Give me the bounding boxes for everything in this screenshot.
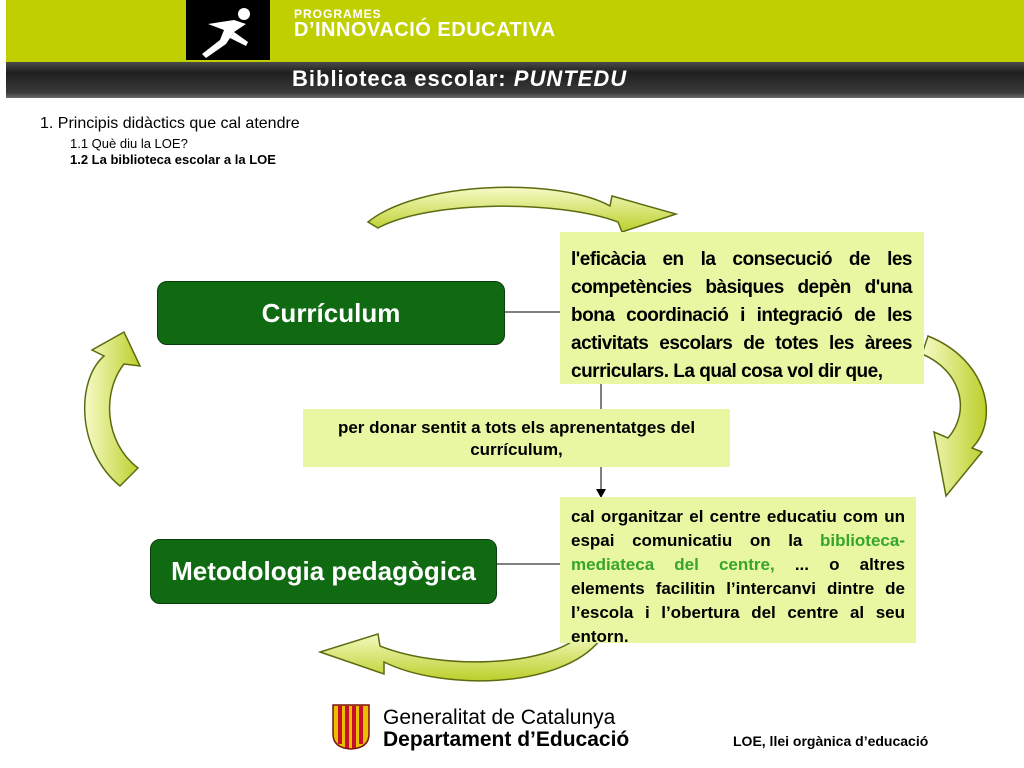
title-prefix: Biblioteca escolar: <box>292 66 507 91</box>
text-box-sentit: per donar sentit a tots els aprenentatges del currículum, <box>303 409 730 467</box>
cycle-arrow-icon <box>320 632 600 681</box>
cycle-arrow-icon <box>368 187 676 232</box>
curriculum-box <box>157 281 505 345</box>
cycle-arrow-icon <box>922 336 986 496</box>
gov-line-2: Departament d’Educació <box>383 728 630 751</box>
outline-item-1: 1. Principis didàctics que cal atendre <box>40 115 300 132</box>
text-box-3-part1: cal organitzar el centre educatiu com un espai comunicatiu on la <box>571 507 905 550</box>
text-box-organitzar <box>560 497 916 646</box>
curriculum-label: Currículum <box>261 297 401 328</box>
outline-item-1-2: 1.2 La biblioteca escolar a la LOE <box>70 152 276 167</box>
cycle-arrow-icon <box>85 332 140 486</box>
catalan-flag-icon <box>332 704 370 750</box>
text-box-eficacia: l'eficàcia en la consecució de les competències bàsiques depèn d'una bona coordinació i integració de les activitats escolars de totes les àrees curriculars. La qual cosa vol dir que, <box>560 232 924 384</box>
text-box-3-part2: ... o altres elements facilitin l’intercanvi dintre de l’escola i l’obertura del centre al seu entorn. <box>571 555 905 646</box>
outline-item-1-1: 1.1 Què diu la LOE? <box>70 136 188 151</box>
metodologia-box <box>150 539 497 604</box>
title-highlight: PUNTEDU <box>513 66 628 91</box>
brand-line-2: D’INNOVACIÓ EDUCATIVA <box>294 19 556 41</box>
brand-line-1: PROGRAMES <box>294 7 382 21</box>
text-box-3-highlight: biblioteca-mediateca del centre, <box>571 531 905 574</box>
metodologia-label: Metodologia pedagògica <box>171 556 476 586</box>
footer-note: LOE, llei orgànica d’educació <box>733 733 929 749</box>
gov-line-1: Generalitat de Catalunya <box>383 706 616 729</box>
